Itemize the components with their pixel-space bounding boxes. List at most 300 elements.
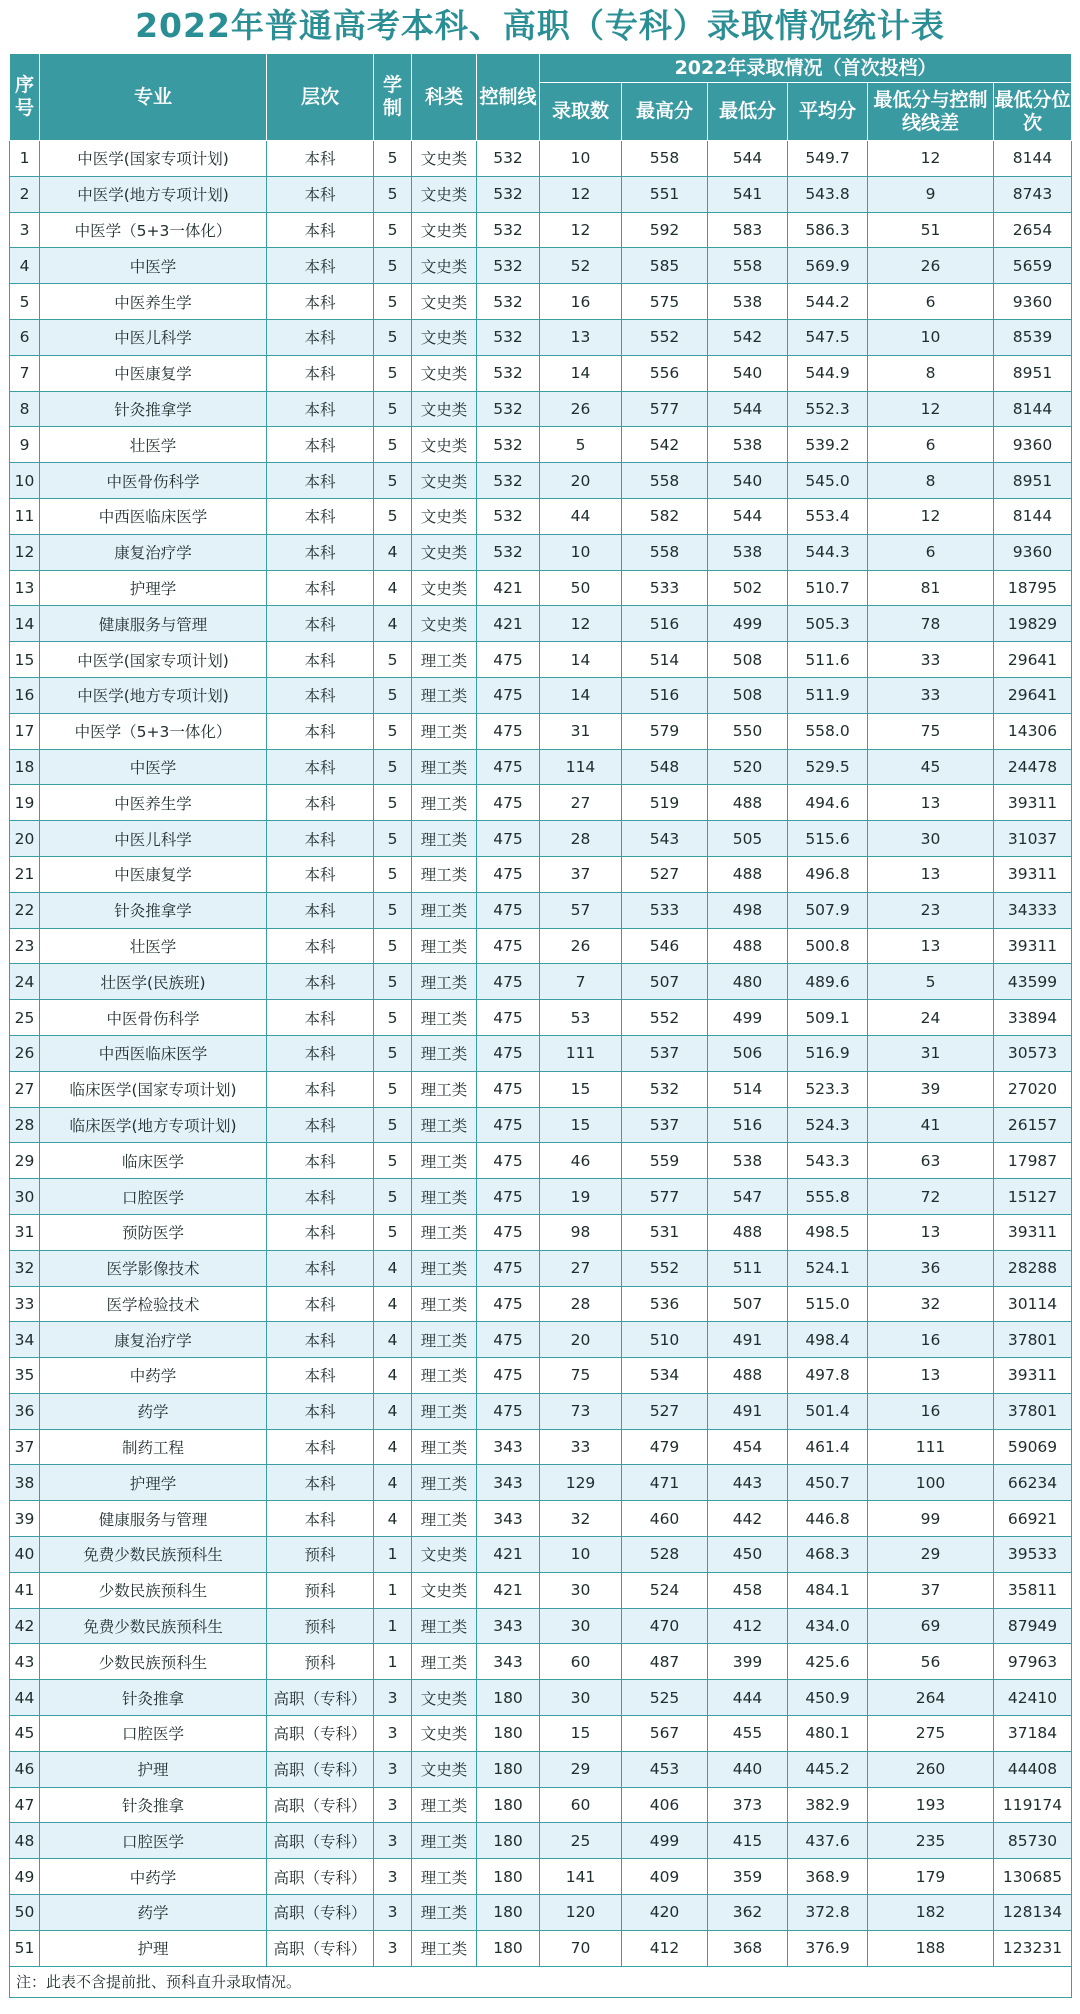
cell-avg: 498.5 xyxy=(788,1214,868,1250)
cell-major: 中医康复学 xyxy=(40,856,267,892)
cell-seq: 30 xyxy=(10,1179,40,1215)
cell-years: 4 xyxy=(374,1393,412,1429)
table-row xyxy=(10,1895,1072,1931)
cell-admitted: 15 xyxy=(540,1716,622,1752)
cell-level: 本科 xyxy=(267,713,374,749)
cell-avg: 511.6 xyxy=(788,642,868,678)
cell-max: 510 xyxy=(622,1322,708,1358)
cell-level: 本科 xyxy=(267,463,374,499)
cell-diff: 81 xyxy=(868,570,994,606)
cell-years: 4 xyxy=(374,1465,412,1501)
cell-level: 本科 xyxy=(267,606,374,642)
cell-admitted: 141 xyxy=(540,1859,622,1895)
cell-avg: 434.0 xyxy=(788,1608,868,1644)
cell-level: 本科 xyxy=(267,1501,374,1537)
cell-control-line: 421 xyxy=(477,606,540,642)
cell-control-line: 475 xyxy=(477,964,540,1000)
cell-avg: 510.7 xyxy=(788,570,868,606)
cell-avg: 539.2 xyxy=(788,427,868,463)
table-row xyxy=(10,749,1072,785)
cell-seq: 47 xyxy=(10,1787,40,1823)
cell-seq: 50 xyxy=(10,1895,40,1931)
cell-max: 543 xyxy=(622,821,708,857)
cell-major: 针灸推拿 xyxy=(40,1787,267,1823)
cell-min: 508 xyxy=(708,642,788,678)
cell-admitted: 28 xyxy=(540,1286,622,1322)
cell-avg: 549.7 xyxy=(788,141,868,177)
cell-years: 1 xyxy=(374,1608,412,1644)
cell-rank: 66234 xyxy=(994,1465,1072,1501)
header-level: 层次 xyxy=(267,54,374,141)
cell-rank: 87949 xyxy=(994,1608,1072,1644)
cell-rank: 85730 xyxy=(994,1823,1072,1859)
cell-rank: 33894 xyxy=(994,1000,1072,1036)
cell-control-line: 180 xyxy=(477,1823,540,1859)
cell-avg: 515.6 xyxy=(788,821,868,857)
cell-rank: 119174 xyxy=(994,1787,1072,1823)
page-title: 2022年普通高考本科、高职（专科）录取情况统计表 xyxy=(135,6,945,45)
cell-diff: 260 xyxy=(868,1751,994,1787)
cell-category: 理工类 xyxy=(412,1000,477,1036)
cell-rank: 8951 xyxy=(994,463,1072,499)
cell-avg: 524.1 xyxy=(788,1250,868,1286)
cell-level: 本科 xyxy=(267,570,374,606)
cell-seq: 25 xyxy=(10,1000,40,1036)
cell-major: 壮医学 xyxy=(40,427,267,463)
cell-diff: 13 xyxy=(868,1214,994,1250)
cell-min: 359 xyxy=(708,1859,788,1895)
header-seq: 序号 xyxy=(10,54,40,141)
cell-control-line: 475 xyxy=(477,1000,540,1036)
cell-category: 文史类 xyxy=(412,284,477,320)
cell-diff: 63 xyxy=(868,1143,994,1179)
cell-seq: 8 xyxy=(10,391,40,427)
cell-years: 5 xyxy=(374,212,412,248)
cell-max: 514 xyxy=(622,642,708,678)
cell-seq: 43 xyxy=(10,1644,40,1680)
cell-seq: 18 xyxy=(10,749,40,785)
cell-major: 针灸推拿学 xyxy=(40,892,267,928)
cell-avg: 507.9 xyxy=(788,892,868,928)
cell-major: 中医儿科学 xyxy=(40,319,267,355)
cell-years: 4 xyxy=(374,570,412,606)
cell-years: 5 xyxy=(374,856,412,892)
cell-major: 中医骨伤科学 xyxy=(40,1000,267,1036)
cell-avg: 372.8 xyxy=(788,1895,868,1931)
cell-admitted: 15 xyxy=(540,1071,622,1107)
cell-level: 本科 xyxy=(267,928,374,964)
cell-min: 558 xyxy=(708,248,788,284)
cell-avg: 515.0 xyxy=(788,1286,868,1322)
cell-max: 552 xyxy=(622,1000,708,1036)
cell-diff: 111 xyxy=(868,1429,994,1465)
cell-diff: 16 xyxy=(868,1393,994,1429)
cell-major: 口腔医学 xyxy=(40,1823,267,1859)
cell-years: 5 xyxy=(374,391,412,427)
cell-rank: 39311 xyxy=(994,785,1072,821)
cell-diff: 179 xyxy=(868,1859,994,1895)
cell-years: 5 xyxy=(374,141,412,177)
cell-major: 康复治疗学 xyxy=(40,534,267,570)
cell-seq: 20 xyxy=(10,821,40,857)
cell-major: 针灸推拿 xyxy=(40,1680,267,1716)
cell-max: 533 xyxy=(622,570,708,606)
table-row xyxy=(10,1179,1072,1215)
cell-control-line: 421 xyxy=(477,1537,540,1573)
cell-min: 362 xyxy=(708,1895,788,1931)
cell-seq: 1 xyxy=(10,141,40,177)
cell-min: 541 xyxy=(708,176,788,212)
cell-category: 理工类 xyxy=(412,1608,477,1644)
cell-major: 中医学（5+3一体化） xyxy=(40,713,267,749)
table-row xyxy=(10,1214,1072,1250)
cell-admitted: 60 xyxy=(540,1644,622,1680)
cell-rank: 8144 xyxy=(994,498,1072,534)
cell-avg: 552.3 xyxy=(788,391,868,427)
cell-category: 文史类 xyxy=(412,1716,477,1752)
admission-table xyxy=(9,53,1072,1998)
cell-rank: 14306 xyxy=(994,713,1072,749)
cell-max: 546 xyxy=(622,928,708,964)
cell-major: 中西医临床医学 xyxy=(40,1035,267,1071)
cell-years: 3 xyxy=(374,1859,412,1895)
cell-control-line: 343 xyxy=(477,1465,540,1501)
table-row xyxy=(10,928,1072,964)
cell-avg: 376.9 xyxy=(788,1930,868,1966)
cell-level: 本科 xyxy=(267,1393,374,1429)
cell-admitted: 50 xyxy=(540,570,622,606)
table-row xyxy=(10,1035,1072,1071)
cell-max: 528 xyxy=(622,1537,708,1573)
cell-admitted: 44 xyxy=(540,498,622,534)
cell-avg: 484.1 xyxy=(788,1572,868,1608)
cell-category: 理工类 xyxy=(412,856,477,892)
cell-control-line: 532 xyxy=(477,212,540,248)
cell-years: 5 xyxy=(374,892,412,928)
cell-min: 499 xyxy=(708,606,788,642)
cell-avg: 516.9 xyxy=(788,1035,868,1071)
cell-admitted: 19 xyxy=(540,1179,622,1215)
cell-avg: 425.6 xyxy=(788,1644,868,1680)
cell-level: 本科 xyxy=(267,1358,374,1394)
cell-rank: 19829 xyxy=(994,606,1072,642)
table-row xyxy=(10,1071,1072,1107)
cell-avg: 545.0 xyxy=(788,463,868,499)
cell-diff: 16 xyxy=(868,1322,994,1358)
table-row xyxy=(10,1751,1072,1787)
cell-category: 理工类 xyxy=(412,1214,477,1250)
cell-diff: 6 xyxy=(868,427,994,463)
cell-seq: 45 xyxy=(10,1716,40,1752)
cell-category: 文史类 xyxy=(412,534,477,570)
cell-diff: 36 xyxy=(868,1250,994,1286)
table-row xyxy=(10,391,1072,427)
cell-major: 临床医学 xyxy=(40,1143,267,1179)
cell-major: 医学影像技术 xyxy=(40,1250,267,1286)
cell-min: 455 xyxy=(708,1716,788,1752)
cell-rank: 97963 xyxy=(994,1644,1072,1680)
cell-diff: 8 xyxy=(868,355,994,391)
header-diff: 最低分与控制线线差 xyxy=(868,83,994,141)
cell-control-line: 180 xyxy=(477,1787,540,1823)
cell-max: 558 xyxy=(622,463,708,499)
cell-admitted: 57 xyxy=(540,892,622,928)
cell-diff: 72 xyxy=(868,1179,994,1215)
cell-seq: 28 xyxy=(10,1107,40,1143)
table-row xyxy=(10,1572,1072,1608)
cell-min: 443 xyxy=(708,1465,788,1501)
cell-rank: 26157 xyxy=(994,1107,1072,1143)
cell-major: 针灸推拿学 xyxy=(40,391,267,427)
cell-control-line: 180 xyxy=(477,1930,540,1966)
cell-major: 药学 xyxy=(40,1393,267,1429)
cell-seq: 40 xyxy=(10,1537,40,1573)
table-row xyxy=(10,463,1072,499)
table-row xyxy=(10,856,1072,892)
cell-years: 4 xyxy=(374,1429,412,1465)
cell-control-line: 421 xyxy=(477,570,540,606)
cell-rank: 44408 xyxy=(994,1751,1072,1787)
cell-admitted: 12 xyxy=(540,176,622,212)
cell-rank: 59069 xyxy=(994,1429,1072,1465)
cell-major: 临床医学(地方专项计划) xyxy=(40,1107,267,1143)
cell-major: 健康服务与管理 xyxy=(40,1501,267,1537)
cell-min: 540 xyxy=(708,355,788,391)
cell-level: 本科 xyxy=(267,1429,374,1465)
cell-max: 548 xyxy=(622,749,708,785)
cell-category: 文史类 xyxy=(412,212,477,248)
cell-category: 理工类 xyxy=(412,785,477,821)
cell-level: 本科 xyxy=(267,141,374,177)
cell-control-line: 532 xyxy=(477,355,540,391)
cell-seq: 34 xyxy=(10,1322,40,1358)
table-row xyxy=(10,1429,1072,1465)
cell-seq: 44 xyxy=(10,1680,40,1716)
cell-category: 理工类 xyxy=(412,1895,477,1931)
cell-min: 538 xyxy=(708,1143,788,1179)
header-avg: 平均分 xyxy=(788,83,868,141)
cell-diff: 6 xyxy=(868,534,994,570)
table-row xyxy=(10,570,1072,606)
cell-control-line: 475 xyxy=(477,785,540,821)
cell-avg: 529.5 xyxy=(788,749,868,785)
cell-major: 中西医临床医学 xyxy=(40,498,267,534)
table-row xyxy=(10,713,1072,749)
cell-category: 理工类 xyxy=(412,1644,477,1680)
cell-control-line: 532 xyxy=(477,284,540,320)
cell-seq: 12 xyxy=(10,534,40,570)
cell-years: 5 xyxy=(374,355,412,391)
cell-max: 487 xyxy=(622,1644,708,1680)
cell-admitted: 10 xyxy=(540,1537,622,1573)
cell-admitted: 120 xyxy=(540,1895,622,1931)
cell-max: 527 xyxy=(622,856,708,892)
cell-major: 中医儿科学 xyxy=(40,821,267,857)
cell-level: 高职（专科） xyxy=(267,1787,374,1823)
cell-control-line: 475 xyxy=(477,1358,540,1394)
cell-seq: 13 xyxy=(10,570,40,606)
cell-major: 中医康复学 xyxy=(40,355,267,391)
cell-diff: 13 xyxy=(868,928,994,964)
cell-years: 5 xyxy=(374,1143,412,1179)
header-admitted: 录取数 xyxy=(540,83,622,141)
cell-seq: 29 xyxy=(10,1143,40,1179)
cell-avg: 553.4 xyxy=(788,498,868,534)
cell-major: 护理学 xyxy=(40,570,267,606)
cell-major: 中医学(国家专项计划) xyxy=(40,642,267,678)
header-max: 最高分 xyxy=(622,83,708,141)
cell-admitted: 20 xyxy=(540,463,622,499)
cell-admitted: 98 xyxy=(540,1214,622,1250)
cell-years: 3 xyxy=(374,1680,412,1716)
cell-admitted: 27 xyxy=(540,1250,622,1286)
cell-diff: 5 xyxy=(868,964,994,1000)
cell-admitted: 114 xyxy=(540,749,622,785)
cell-max: 552 xyxy=(622,319,708,355)
cell-control-line: 532 xyxy=(477,463,540,499)
cell-min: 444 xyxy=(708,1680,788,1716)
cell-diff: 12 xyxy=(868,141,994,177)
cell-min: 488 xyxy=(708,1358,788,1394)
cell-avg: 524.3 xyxy=(788,1107,868,1143)
cell-category: 理工类 xyxy=(412,821,477,857)
cell-seq: 33 xyxy=(10,1286,40,1322)
cell-level: 本科 xyxy=(267,427,374,463)
cell-level: 本科 xyxy=(267,212,374,248)
cell-years: 5 xyxy=(374,1035,412,1071)
header-years: 学制 xyxy=(374,54,412,141)
cell-control-line: 532 xyxy=(477,534,540,570)
cell-category: 理工类 xyxy=(412,1035,477,1071)
cell-min: 491 xyxy=(708,1322,788,1358)
cell-seq: 46 xyxy=(10,1751,40,1787)
table-row xyxy=(10,212,1072,248)
cell-category: 理工类 xyxy=(412,713,477,749)
cell-control-line: 421 xyxy=(477,1572,540,1608)
cell-level: 高职（专科） xyxy=(267,1859,374,1895)
cell-major: 中医学(地方专项计划) xyxy=(40,677,267,713)
cell-control-line: 475 xyxy=(477,1035,540,1071)
cell-diff: 9 xyxy=(868,176,994,212)
cell-category: 理工类 xyxy=(412,677,477,713)
cell-level: 本科 xyxy=(267,856,374,892)
cell-min: 511 xyxy=(708,1250,788,1286)
table-row xyxy=(10,892,1072,928)
table-body xyxy=(10,141,1072,1967)
table-row xyxy=(10,1680,1072,1716)
table-row xyxy=(10,1000,1072,1036)
cell-max: 406 xyxy=(622,1787,708,1823)
cell-min: 550 xyxy=(708,713,788,749)
cell-major: 中医骨伤科学 xyxy=(40,463,267,499)
cell-seq: 5 xyxy=(10,284,40,320)
cell-max: 507 xyxy=(622,964,708,1000)
cell-avg: 543.3 xyxy=(788,1143,868,1179)
cell-max: 499 xyxy=(622,1823,708,1859)
cell-diff: 31 xyxy=(868,1035,994,1071)
cell-seq: 32 xyxy=(10,1250,40,1286)
cell-major: 中药学 xyxy=(40,1358,267,1394)
cell-control-line: 475 xyxy=(477,749,540,785)
cell-min: 499 xyxy=(708,1000,788,1036)
cell-level: 高职（专科） xyxy=(267,1823,374,1859)
cell-min: 520 xyxy=(708,749,788,785)
cell-level: 本科 xyxy=(267,1286,374,1322)
cell-min: 507 xyxy=(708,1286,788,1322)
cell-min: 399 xyxy=(708,1644,788,1680)
cell-diff: 13 xyxy=(868,1358,994,1394)
cell-rank: 66921 xyxy=(994,1501,1072,1537)
table-row xyxy=(10,534,1072,570)
cell-rank: 9360 xyxy=(994,284,1072,320)
cell-level: 本科 xyxy=(267,964,374,1000)
cell-major: 健康服务与管理 xyxy=(40,606,267,642)
cell-category: 理工类 xyxy=(412,1465,477,1501)
cell-category: 理工类 xyxy=(412,642,477,678)
cell-admitted: 30 xyxy=(540,1680,622,1716)
cell-years: 4 xyxy=(374,1358,412,1394)
table-row xyxy=(10,821,1072,857)
cell-admitted: 14 xyxy=(540,355,622,391)
cell-seq: 37 xyxy=(10,1429,40,1465)
cell-major: 临床医学(国家专项计划) xyxy=(40,1071,267,1107)
cell-category: 理工类 xyxy=(412,1179,477,1215)
cell-level: 本科 xyxy=(267,176,374,212)
cell-max: 533 xyxy=(622,892,708,928)
cell-control-line: 532 xyxy=(477,427,540,463)
cell-rank: 35811 xyxy=(994,1572,1072,1608)
cell-seq: 35 xyxy=(10,1358,40,1394)
cell-control-line: 475 xyxy=(477,892,540,928)
cell-max: 409 xyxy=(622,1859,708,1895)
header-category: 科类 xyxy=(412,54,477,141)
header-min: 最低分 xyxy=(708,83,788,141)
cell-level: 高职（专科） xyxy=(267,1680,374,1716)
cell-rank: 39311 xyxy=(994,856,1072,892)
cell-category: 文史类 xyxy=(412,248,477,284)
cell-seq: 38 xyxy=(10,1465,40,1501)
cell-rank: 43599 xyxy=(994,964,1072,1000)
cell-level: 高职（专科） xyxy=(267,1751,374,1787)
cell-control-line: 475 xyxy=(477,856,540,892)
cell-years: 5 xyxy=(374,928,412,964)
cell-years: 3 xyxy=(374,1823,412,1859)
cell-diff: 275 xyxy=(868,1716,994,1752)
table-row xyxy=(10,785,1072,821)
cell-level: 本科 xyxy=(267,821,374,857)
cell-years: 3 xyxy=(374,1716,412,1752)
cell-category: 理工类 xyxy=(412,1930,477,1966)
cell-seq: 41 xyxy=(10,1572,40,1608)
cell-category: 理工类 xyxy=(412,1823,477,1859)
cell-major: 免费少数民族预科生 xyxy=(40,1608,267,1644)
cell-control-line: 343 xyxy=(477,1644,540,1680)
cell-max: 558 xyxy=(622,534,708,570)
cell-max: 470 xyxy=(622,1608,708,1644)
cell-rank: 34333 xyxy=(994,892,1072,928)
cell-category: 文史类 xyxy=(412,498,477,534)
cell-control-line: 532 xyxy=(477,176,540,212)
cell-years: 5 xyxy=(374,1179,412,1215)
cell-min: 412 xyxy=(708,1608,788,1644)
cell-seq: 27 xyxy=(10,1071,40,1107)
cell-rank: 29641 xyxy=(994,677,1072,713)
cell-category: 理工类 xyxy=(412,1322,477,1358)
cell-seq: 16 xyxy=(10,677,40,713)
cell-level: 预科 xyxy=(267,1608,374,1644)
cell-admitted: 30 xyxy=(540,1608,622,1644)
cell-max: 532 xyxy=(622,1071,708,1107)
